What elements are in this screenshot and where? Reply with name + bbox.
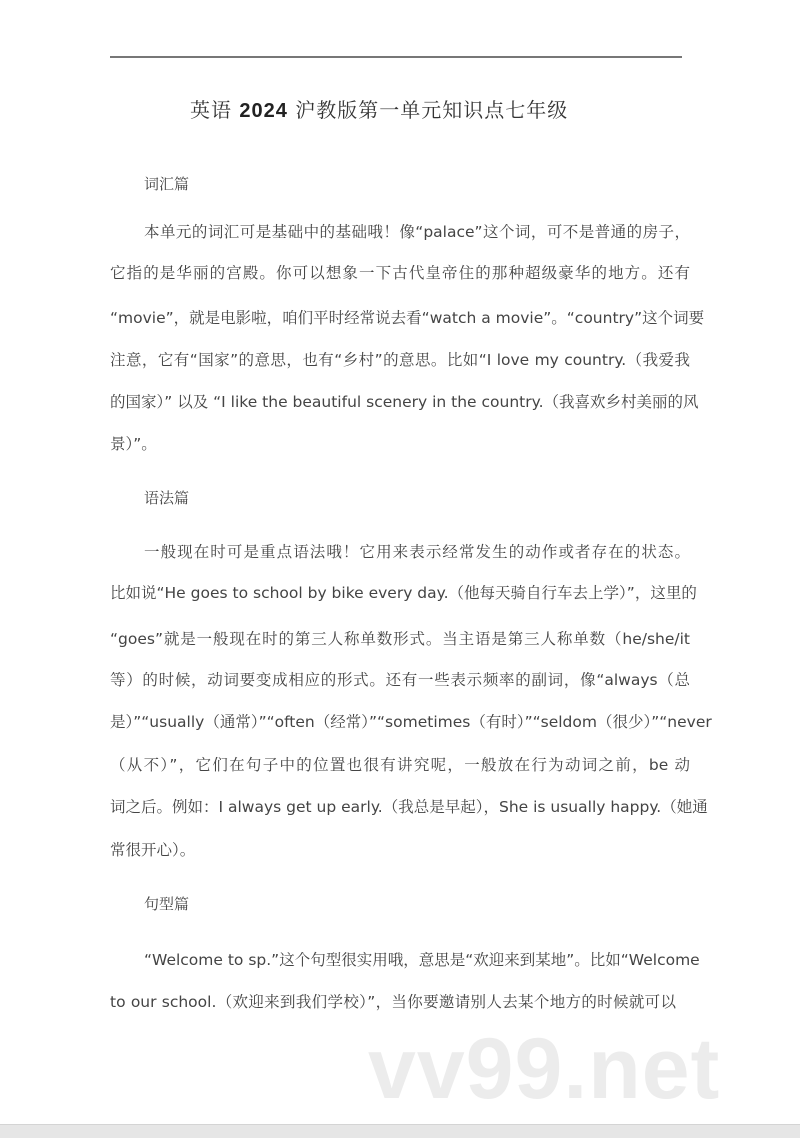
paragraph-line: 的国家）” 以及 “I like the beautiful scenery in the country.（我喜欢乡村美丽的风 (110, 393, 699, 411)
paragraph-line: 词之后。例如：I always get up early.（我总是早起），She is usually happy.（她通 (110, 798, 708, 816)
document-title (190, 94, 569, 123)
paragraph-line: 是）”“usually（通常）”“often（经常）”“sometimes（有时）”“seldom（很少）”“never (110, 713, 712, 731)
paragraph-line: 常很开心）。 (110, 841, 196, 859)
paragraph-line: 本单元的词汇可是基础中的基础哦！像“palace”这个词，可不是普通的房子， (144, 223, 690, 241)
paragraph-line: “movie”，就是电影啦，咱们平时经常说去看“watch a movie”。“country”这个词要 (110, 309, 705, 327)
paragraph-line: 比如说“He goes to school by bike every day.（他每天骑自行车去上学）”，这里的 (110, 584, 697, 602)
paragraph-line: 它指的是华丽的宫殿。你可以想象一下古代皇帝住的那种超级豪华的地方。还有 (110, 264, 690, 282)
title-text: 沪教版第一单元知识点七年级 (287, 98, 569, 122)
paragraph-line: to our school.（欢迎来到我们学校）”，当你要邀请别人去某个地方的时候就可以 (110, 993, 676, 1011)
title-year: 2024 (239, 100, 288, 122)
paragraph-line: “goes”就是一般现在时的第三人称单数形式。当主语是第三人称单数（he/she/it (110, 630, 690, 648)
section-heading-vocabulary: 词汇篇 (144, 175, 190, 193)
paragraph-line: （从不）”，它们在句子中的位置也很有讲究呢，一般放在行为动词之前，be 动 (110, 756, 690, 774)
paragraph-line: “Welcome to sp.”这个句型很实用哦，意思是“欢迎来到某地”。比如“Welcome (144, 951, 700, 969)
paragraph-line: 等）的时候，动词要变成相应的形式。还有一些表示频率的副词，像“always（总 (110, 671, 690, 689)
title-text: 英语 (190, 98, 240, 122)
watermark: vv99.net (368, 1021, 721, 1117)
header-rule (110, 56, 682, 58)
section-heading-sentence-patterns: 句型篇 (144, 895, 190, 913)
paragraph-line: 景）”。 (110, 435, 157, 453)
section-heading-grammar: 语法篇 (144, 489, 190, 507)
paragraph-line: 一般现在时可是重点语法哦！它用来表示经常发生的动作或者存在的状态。 (144, 543, 690, 561)
page-bottom-edge (0, 1124, 800, 1138)
paragraph-line: 注意，它有“国家”的意思，也有“乡村”的意思。比如“I love my country.（我爱我 (110, 351, 690, 369)
